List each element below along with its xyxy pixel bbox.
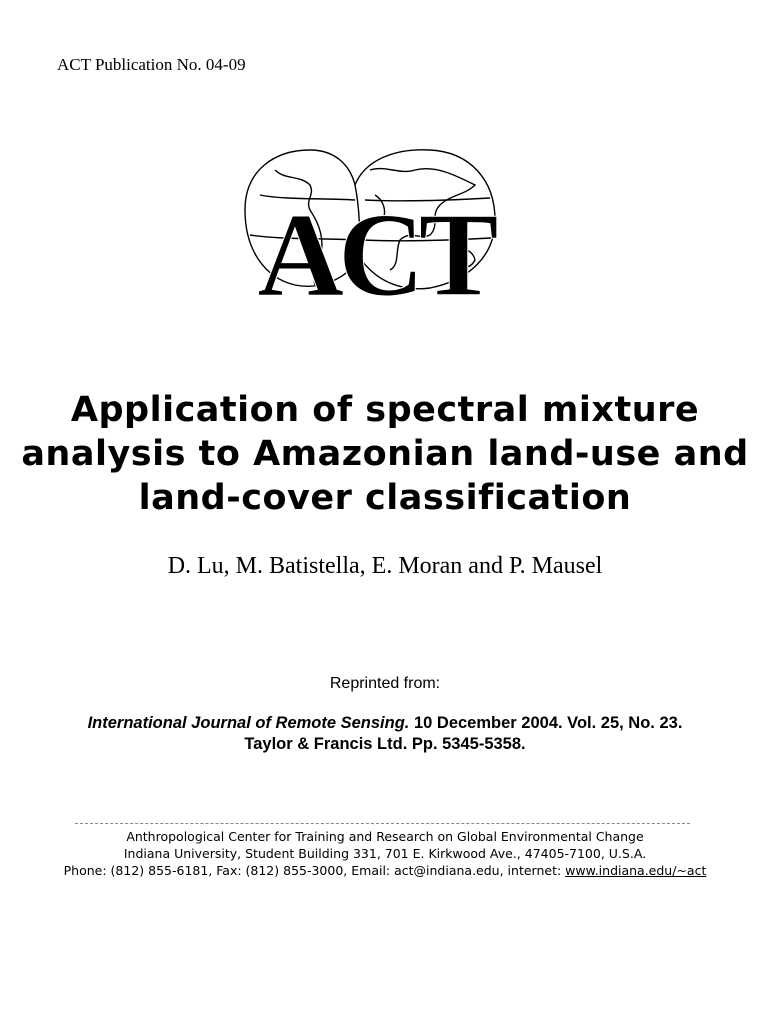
citation-line-2: Taylor & Francis Ltd. Pp. 5345-5358. [244,735,526,753]
citation-line-1 [0,713,770,734]
footer-contact-details: Phone: (812) 855-6181, Fax: (812) 855-3000, Email: act@indiana.edu, internet: [63,863,566,878]
website-link[interactable]: www.indiana.edu/~act [565,863,707,878]
publication-number: ACT Publication No. 04-09 [57,55,246,74]
title-line-3: land-cover classification [138,478,632,518]
paper-title [20,388,750,520]
footer-address: Indiana University, Student Building 331, 701 E. Kirkwood Ave., 47405-7100, U.S.A. [123,846,647,861]
title-line-1: Application of spectral mixture [70,390,700,430]
citation [0,713,770,755]
authors: D. Lu, M. Batistella, E. Moran and P. Mausel [167,553,603,579]
title-line-2: analysis to Amazonian land-use and [21,434,749,474]
act-logo [225,140,525,300]
journal-name: International Journal of Remote Sensing. [87,714,410,732]
logo-letters: ACT [257,188,493,300]
footer-divider [75,823,690,824]
citation-date-volume: 10 December 2004. Vol. 25, No. 23. [409,714,683,732]
footer-contact [0,862,770,879]
reprinted-label: Reprinted from: [329,675,441,692]
footer [0,828,770,879]
footer-center-name: Anthropological Center for Training and Research on Global Environmental Change [126,829,644,844]
